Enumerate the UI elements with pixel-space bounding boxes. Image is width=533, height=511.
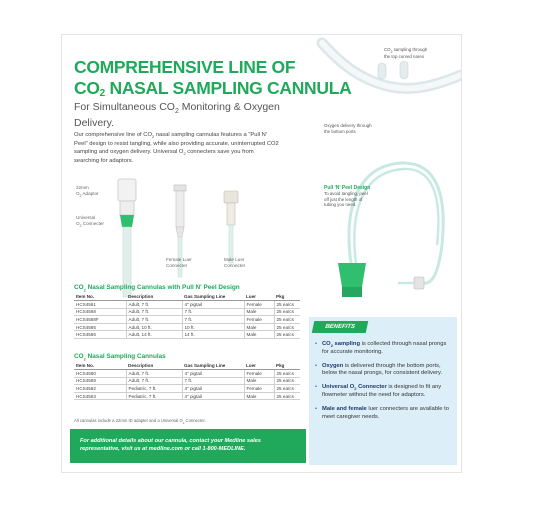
table-row: HCS4562 Pediatric, 7 ft. 4" pigtail Female 25 ea/cs xyxy=(74,385,300,393)
cannula-illustration xyxy=(262,35,461,315)
col-luer: Luer xyxy=(244,293,274,301)
pull-peel-title: Pull 'N' Peel Design xyxy=(324,185,371,191)
pull-peel-callout xyxy=(324,185,370,208)
col-description: Description xyxy=(126,362,182,370)
benefits-panel xyxy=(309,317,457,465)
table-header-row xyxy=(74,293,300,301)
list-item: • Universal $O_2$ Connecter is designed to fit any flowmeter without the need for adaptors. xyxy=(315,384,451,400)
table-row: HCS4568 Adult, 7 ft. 7 ft. Male 25 ea/cs xyxy=(74,308,300,316)
table-row: HCS4565 Adult, 10 ft. 10 ft. Male 25 ea/cs xyxy=(74,323,300,331)
table-row: HCS4569 Adult, 7 ft. 7 ft. Male 25 ea/cs xyxy=(74,377,300,385)
table-row: HCS4568F Adult, 7 ft. 7 ft. Female 25 ea/cs xyxy=(74,316,300,324)
list-item: • Oxygen is delivered through the bottom ports, below the nasal prongs, for consistent delivery. xyxy=(315,363,451,379)
table-header-row xyxy=(74,362,300,370)
col-item-no: Item No. xyxy=(74,362,126,370)
table-row: HCS4566 Adult, 14 ft. 14 ft. Male 25 ea/cs xyxy=(74,331,300,339)
universal-connecter-label: Universal $O_2$ Connecter xyxy=(76,215,104,228)
oxygen-callout: Oxygen delivery through the bottom ports xyxy=(324,123,372,134)
contact-banner xyxy=(70,429,306,463)
list-item: • Male and female luer connecters are available to meet caregiver needs. xyxy=(315,406,451,422)
contact-line2: representative, visit us at medline.com or call 1-800-MEDLINE. xyxy=(80,446,246,453)
female-luer-label: Female Luer Connecter xyxy=(166,257,192,268)
col-gas-line: Gas Sampling Line xyxy=(182,293,244,301)
col-description: Description xyxy=(126,293,182,301)
contact-line1: For additional details about our cannula, contact your Medline sales xyxy=(80,438,261,444)
table-row: HCS4561 Adult, 7 ft. 4" pigtail Female 25 ea/cs xyxy=(74,301,300,309)
table-row: HCS4563 Pediatric, 7 ft. 4" pigtail Male 25 ea/cs xyxy=(74,392,300,400)
col-gas-line: Gas Sampling Line xyxy=(182,362,244,370)
table2-title: $CO_2$ Nasal Sampling Cannulas xyxy=(74,353,166,362)
table1 xyxy=(74,293,300,339)
product-sheet xyxy=(61,34,462,473)
table2 xyxy=(74,362,300,400)
adaptor-label: 22mm $O_2$ Adaptor xyxy=(76,185,99,198)
col-luer: Luer xyxy=(244,362,274,370)
benefits-heading: BENEFITS xyxy=(312,321,369,333)
col-pkg: Pkg xyxy=(274,293,300,301)
table1-title: $CO_2$ Nasal Sampling Cannulas with Pull N' Peel Design xyxy=(74,284,240,293)
col-pkg: Pkg xyxy=(274,362,300,370)
page-title-line2: $CO_2$ NASAL SAMPLING CANNULA xyxy=(74,78,352,99)
male-luer-label: Male Luer Connecter xyxy=(224,257,246,268)
table-row: HCS4560 Adult, 7 ft. 4" pigtail Female 25 ea/cs xyxy=(74,370,300,378)
intro-paragraph: Our comprehensive line of $CO_2$ nasal sampling cannulas features a "Pull N' Peel" design to resist tangling, while also providing accurate, uninterrupted CO2 sampling and oxygen delivery. Universal $O_2$ connecters save you from searching for adaptors. xyxy=(74,132,279,165)
sampling-callout: $CO_2$ sampling through the top curved nares xyxy=(384,47,428,60)
list-item: • $CO_2$ sampling is collected through nasal prongs for accurate monitoring. xyxy=(315,341,451,357)
pull-peel-text: To avoid tangling, peel off just the length of tubing you need. xyxy=(324,191,368,208)
benefits-list xyxy=(315,341,451,428)
footnote: All cannulas include a 22mm ID adapter and a Universal $O_2$ Connecter. xyxy=(74,418,206,425)
col-item-no: Item No. xyxy=(74,293,126,301)
page-title-line1: COMPREHENSIVE LINE OF xyxy=(74,57,296,77)
subtitle: For Simultaneous $CO_2$ Monitoring & Oxygen Delivery. xyxy=(74,101,280,129)
